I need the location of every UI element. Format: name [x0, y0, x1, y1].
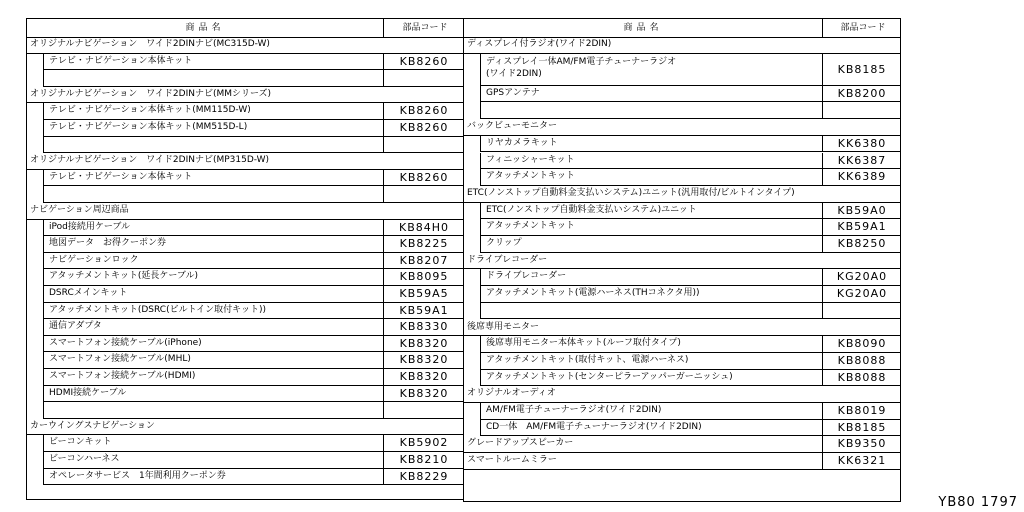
- table-row: [43, 170, 463, 187]
- table-row: [43, 137, 463, 154]
- item-name: 通信アダプタ: [49, 321, 102, 332]
- indent-divider: [43, 386, 44, 402]
- indent-divider: [480, 169, 481, 185]
- table-row: [43, 54, 463, 71]
- indent-divider: [43, 137, 44, 153]
- document-reference: YB80 1797: [938, 495, 1018, 510]
- item-name: AM/FM電子チューナーラジオ(ワイド2DIN): [486, 405, 662, 415]
- section-label: グレードアップスピーカー: [467, 438, 574, 449]
- table-row: [43, 70, 463, 87]
- item-name: スマートフォン接続ケーブル(iPhone): [49, 337, 202, 348]
- indent-divider: [480, 236, 481, 252]
- part-code: KB59A1: [837, 220, 887, 234]
- indent-divider: [480, 336, 481, 352]
- table-row: [480, 353, 900, 370]
- table-row: [480, 403, 900, 420]
- section-label-row: [27, 87, 463, 104]
- left-parts-table: [26, 18, 464, 500]
- table-row: [43, 220, 463, 237]
- indent-divider: [480, 86, 481, 102]
- item-name: iPod接続用ケーブル: [49, 221, 131, 232]
- part-code: KB9350: [837, 437, 887, 451]
- table-row: [43, 369, 463, 386]
- header-name: 商品名: [623, 23, 663, 33]
- table-row: [480, 236, 900, 253]
- indent-divider: [480, 153, 481, 169]
- part-code: KB8210: [399, 453, 449, 466]
- part-code: KB8088: [837, 370, 887, 384]
- part-code: KB8200: [837, 86, 887, 100]
- indent-divider: [43, 269, 44, 285]
- indent-divider: [480, 303, 481, 319]
- indent-divider: [480, 286, 481, 302]
- item-name: アタッチメントキット(電源ハーネス(THコネクタ用)): [486, 288, 700, 299]
- part-code: KB8320: [399, 336, 449, 350]
- table-row: [480, 420, 900, 437]
- section-label-row: [464, 386, 900, 403]
- part-code: KB8260: [399, 54, 449, 68]
- item-name: フィニッシャーキット: [486, 154, 575, 165]
- section-label-row: [27, 153, 463, 170]
- table-row: [480, 54, 900, 86]
- section-label: カーウイングスナビゲーション: [30, 420, 155, 431]
- item-name: スマートフォン接続ケーブル(MHL): [49, 354, 191, 365]
- indent-divider: [43, 319, 44, 335]
- part-code: KB8250: [837, 237, 887, 250]
- table-row: [480, 102, 900, 119]
- table-row: [43, 319, 463, 336]
- section-label: オリジナルナビゲーション ワイド2DINナビ(MMシリーズ): [30, 88, 272, 99]
- table-row: [43, 469, 463, 486]
- item-name: 地図データ お得クーポン券: [49, 238, 167, 249]
- table-row: [43, 386, 463, 403]
- section-label: ETC(ノンストップ自動料金支払いシステム)ユニット(汎用取付/ビルトインタイプ): [467, 187, 795, 198]
- part-code: KB8260: [399, 170, 449, 184]
- header-name: 商品名: [185, 23, 225, 33]
- table-row: [480, 336, 900, 353]
- section-label-row: [464, 253, 900, 270]
- section-label-row: [27, 203, 463, 220]
- table-row: [43, 103, 463, 120]
- section-label: オリジナルナビゲーション ワイド2DINナビ(MP315D-W): [30, 155, 270, 166]
- right-parts-table: [463, 18, 901, 502]
- column-divider: [383, 137, 384, 153]
- part-code: KB8330: [399, 320, 449, 334]
- part-code: KK6321: [837, 454, 887, 468]
- indent-divider: [480, 370, 481, 386]
- indent-divider: [43, 220, 44, 236]
- item-name: DSRCメインキット: [49, 288, 128, 298]
- indent-divider: [43, 352, 44, 368]
- item-name: GPSアンテナ: [486, 87, 540, 98]
- table-row: [43, 336, 463, 353]
- section-label-row: [464, 186, 900, 203]
- part-code: KB8320: [399, 370, 449, 383]
- item-name: CD一体 AM/FM電子チューナーラジオ(ワイド2DIN): [486, 421, 702, 432]
- table-row: [480, 269, 900, 286]
- item-name: スマートフォン接続ケーブル(HDMI): [49, 371, 196, 381]
- column-divider: [822, 102, 823, 118]
- table-row: [43, 303, 463, 320]
- section-label-row: [464, 320, 900, 337]
- indent-divider: [43, 170, 44, 186]
- indent-divider: [43, 435, 44, 451]
- section-label: オリジナルオーディオ: [467, 388, 556, 399]
- item-name: アタッチメントキット: [486, 221, 575, 232]
- table-row: [480, 169, 900, 186]
- table-row: [43, 286, 463, 303]
- indent-divider: [43, 253, 44, 269]
- table-row: [480, 370, 900, 387]
- indent-divider: [43, 70, 44, 86]
- part-code: KB59A0: [837, 203, 887, 217]
- part-code: KB59A1: [399, 303, 449, 317]
- indent-divider: [480, 403, 481, 419]
- part-code: KB59A5: [399, 287, 449, 300]
- indent-divider: [43, 469, 44, 485]
- column-divider: [383, 402, 384, 418]
- indent-divider: [43, 236, 44, 252]
- indent-divider: [480, 54, 481, 85]
- indent-divider: [43, 103, 44, 119]
- part-code: KK6389: [837, 170, 887, 184]
- part-code: KG20A0: [836, 287, 888, 301]
- indent-divider: [480, 269, 481, 285]
- section-label-row: [464, 119, 900, 136]
- table-header: [27, 19, 463, 38]
- item-name: テレビ・ナビゲーション本体キット(MM515D-L): [49, 122, 248, 132]
- section-label: ディスプレイ付ラジオ(ワイド2DIN): [467, 39, 612, 49]
- item-name: アタッチメントキット: [486, 171, 575, 182]
- table-row: [480, 153, 900, 170]
- column-divider: [383, 70, 384, 86]
- section-label: スマートルームミラー: [467, 455, 557, 466]
- table-row: [43, 186, 463, 203]
- item-name: ETC(ノンストップ自動料金支払いシステム)ユニット: [486, 204, 697, 215]
- indent-divider: [43, 369, 44, 385]
- indent-divider: [43, 452, 44, 468]
- table-row: [480, 203, 900, 220]
- part-code: KK6380: [837, 136, 887, 150]
- part-code: KB8225: [399, 237, 449, 251]
- section-label-row: [464, 453, 900, 470]
- item-name: アタッチメントキット(取付キット、電源ハーネス): [486, 354, 689, 365]
- indent-divider: [480, 420, 481, 436]
- item-name: テレビ・ナビゲーション本体キット: [49, 171, 193, 182]
- part-code: KK6387: [837, 153, 887, 167]
- part-code: KB8185: [837, 420, 887, 434]
- header-code: 部品コード: [383, 19, 466, 37]
- section-label: ドライブレコーダー: [467, 254, 548, 265]
- table-row: [43, 120, 463, 137]
- indent-divider: [43, 402, 44, 418]
- part-code: KB8260: [399, 121, 449, 134]
- section-label-row: [27, 419, 463, 436]
- table-row: [43, 269, 463, 286]
- indent-divider: [480, 219, 481, 235]
- indent-divider: [43, 286, 44, 302]
- table-row: [43, 452, 463, 469]
- indent-divider: [43, 120, 44, 136]
- item-name: オペレータサービス 1年間利用クーポン券: [49, 470, 226, 481]
- part-code: KB8019: [837, 404, 887, 417]
- section-label-row: [27, 37, 463, 54]
- item-name: テレビ・ナビゲーション本体キット: [49, 55, 193, 66]
- indent-divider: [480, 203, 481, 219]
- part-code: KB8260: [399, 104, 449, 118]
- part-code: KB84H0: [398, 220, 450, 234]
- item-name: HDMI接続ケーブル: [49, 387, 127, 398]
- table-row: [43, 236, 463, 253]
- item-name: ディスプレイ一体AM/FM電子チューナーラジオ (ワイド2DIN): [486, 56, 677, 79]
- item-name: アタッチメントキット(延長ケーブル): [49, 271, 199, 282]
- indent-divider: [480, 102, 481, 118]
- indent-divider: [480, 353, 481, 369]
- part-code: KB5902: [399, 436, 449, 450]
- table-row: [480, 136, 900, 153]
- table-row: [43, 352, 463, 369]
- part-code: KB8185: [837, 62, 887, 76]
- table-row: [43, 253, 463, 270]
- item-name: ビーコンハーネス: [49, 454, 120, 464]
- table-row: [480, 219, 900, 236]
- part-code: KB8320: [399, 353, 449, 367]
- table-row: [43, 435, 463, 452]
- section-label-row: [464, 37, 900, 54]
- item-name: ナビゲーションロック: [49, 254, 139, 265]
- item-name: ビーコンキット: [49, 437, 112, 448]
- part-code: KB8207: [399, 253, 449, 267]
- item-name: アタッチメントキット(センターピラーアッパーガーニッシュ): [486, 371, 733, 382]
- part-code: KB8229: [399, 469, 449, 483]
- header-code: 部品コード: [822, 19, 903, 37]
- table-header: [464, 19, 900, 38]
- item-name: アタッチメントキット(DSRC(ビルトイン取付キット)): [49, 304, 266, 315]
- item-name: テレビ・ナビゲーション本体キット(MM115D-W): [49, 105, 251, 116]
- part-code: KB8090: [837, 337, 887, 351]
- item-name: クリップ: [486, 238, 522, 248]
- indent-divider: [43, 303, 44, 319]
- indent-divider: [43, 186, 44, 202]
- item-name: ドライブレコーダー: [486, 271, 567, 282]
- section-label: バックビューモニター: [467, 121, 558, 132]
- section-label: オリジナルナビゲーション ワイド2DINナビ(MC315D-W): [30, 39, 270, 49]
- part-code: KB8320: [399, 386, 449, 400]
- section-label-row: [464, 436, 900, 453]
- indent-divider: [43, 54, 44, 70]
- table-row: [480, 286, 900, 303]
- indent-divider: [43, 336, 44, 352]
- column-divider: [822, 303, 823, 319]
- part-code: KB8095: [399, 270, 449, 284]
- item-name: 後席専用モニター本体キット(ルーフ取付タイプ): [486, 338, 681, 349]
- section-label: 後席専用モニター: [467, 321, 540, 332]
- indent-divider: [480, 136, 481, 152]
- table-row: [480, 86, 900, 103]
- part-code: KB8088: [837, 353, 887, 367]
- section-label: ナビゲーション周辺商品: [30, 205, 129, 215]
- item-name: リヤカメラキット: [486, 137, 558, 148]
- column-divider: [383, 186, 384, 202]
- table-row: [480, 303, 900, 320]
- table-row: [43, 402, 463, 419]
- part-code: KG20A0: [836, 270, 888, 284]
